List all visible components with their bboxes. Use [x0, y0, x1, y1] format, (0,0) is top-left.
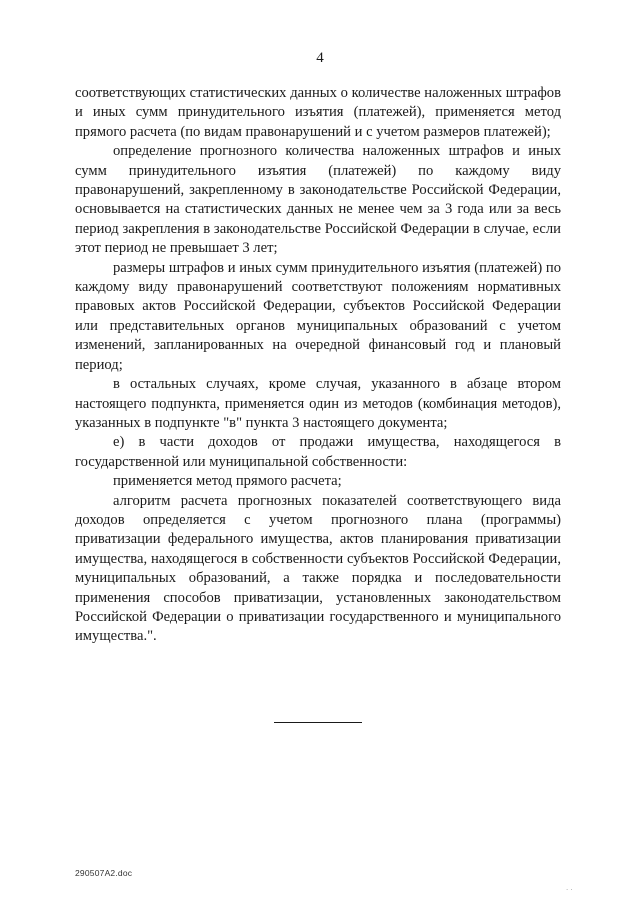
paragraph-forecast-count: определение прогнозного количества наложенных штрафов и иных сумм принудительного изъятия (платежей) по каждому виду правонарушений, закрепленному в законодательстве Российской Федерации, основывается на статистических данных не менее чем за 3 года или за весь период закрепления в законодательстве Российской Федерации в случае, если этот период не превышает 3 лет;: [75, 143, 561, 257]
footer-filename: 290507A2.doc: [75, 868, 133, 878]
paragraph-fine-amounts: размеры штрафов и иных сумм принудительного изъятия (платежей) по каждому виду правонарушений соответствуют положениям нормативных правовых актов Российской Федерации, субъектов Российской Федерации или представительных органов муниципальных образований с учетом изменений, запланированных на очередной финансовый год и плановый период;: [75, 259, 561, 373]
document-body: [75, 84, 561, 647]
page-number: 4: [316, 50, 324, 66]
paragraph-direct-method: применяется метод прямого расчета;: [113, 473, 342, 490]
paragraph-algorithm: алгоритм расчета прогнозных показателей соответствующего вида доходов определяется с учетом прогнозного плана (программы) приватизации федерального имущества, актов планирования приватизации имущества, находящегося в собственности субъектов Российской Федерации, муниципальных образований, а также порядка и последовательности применения способов приватизации, установленных законодательством Российской Федерации о приватизации государственного и муниципального имущества.".: [75, 492, 561, 645]
paragraph-continuation: соответствующих статистических данных о количестве наложенных штрафов и иных сумм принудительного изъятия (платежей), применяется метод прямого расчета (по видам правонарушений и с учетом размеров платежей);: [75, 85, 561, 140]
end-divider-line: [274, 722, 362, 723]
paragraph-other-cases: в остальных случаях, кроме случая, указанного в абзаце втором настоящего подпункта, применяется один из методов (комбинация методов), указанных в подпункте "в" пункта 3 настоящего документа;: [75, 376, 561, 431]
paragraph-subitem-e: е) в части доходов от продажи имущества, находящегося в государственной или муниципальной собственности:: [75, 434, 561, 470]
corner-mark: . .: [566, 884, 573, 892]
